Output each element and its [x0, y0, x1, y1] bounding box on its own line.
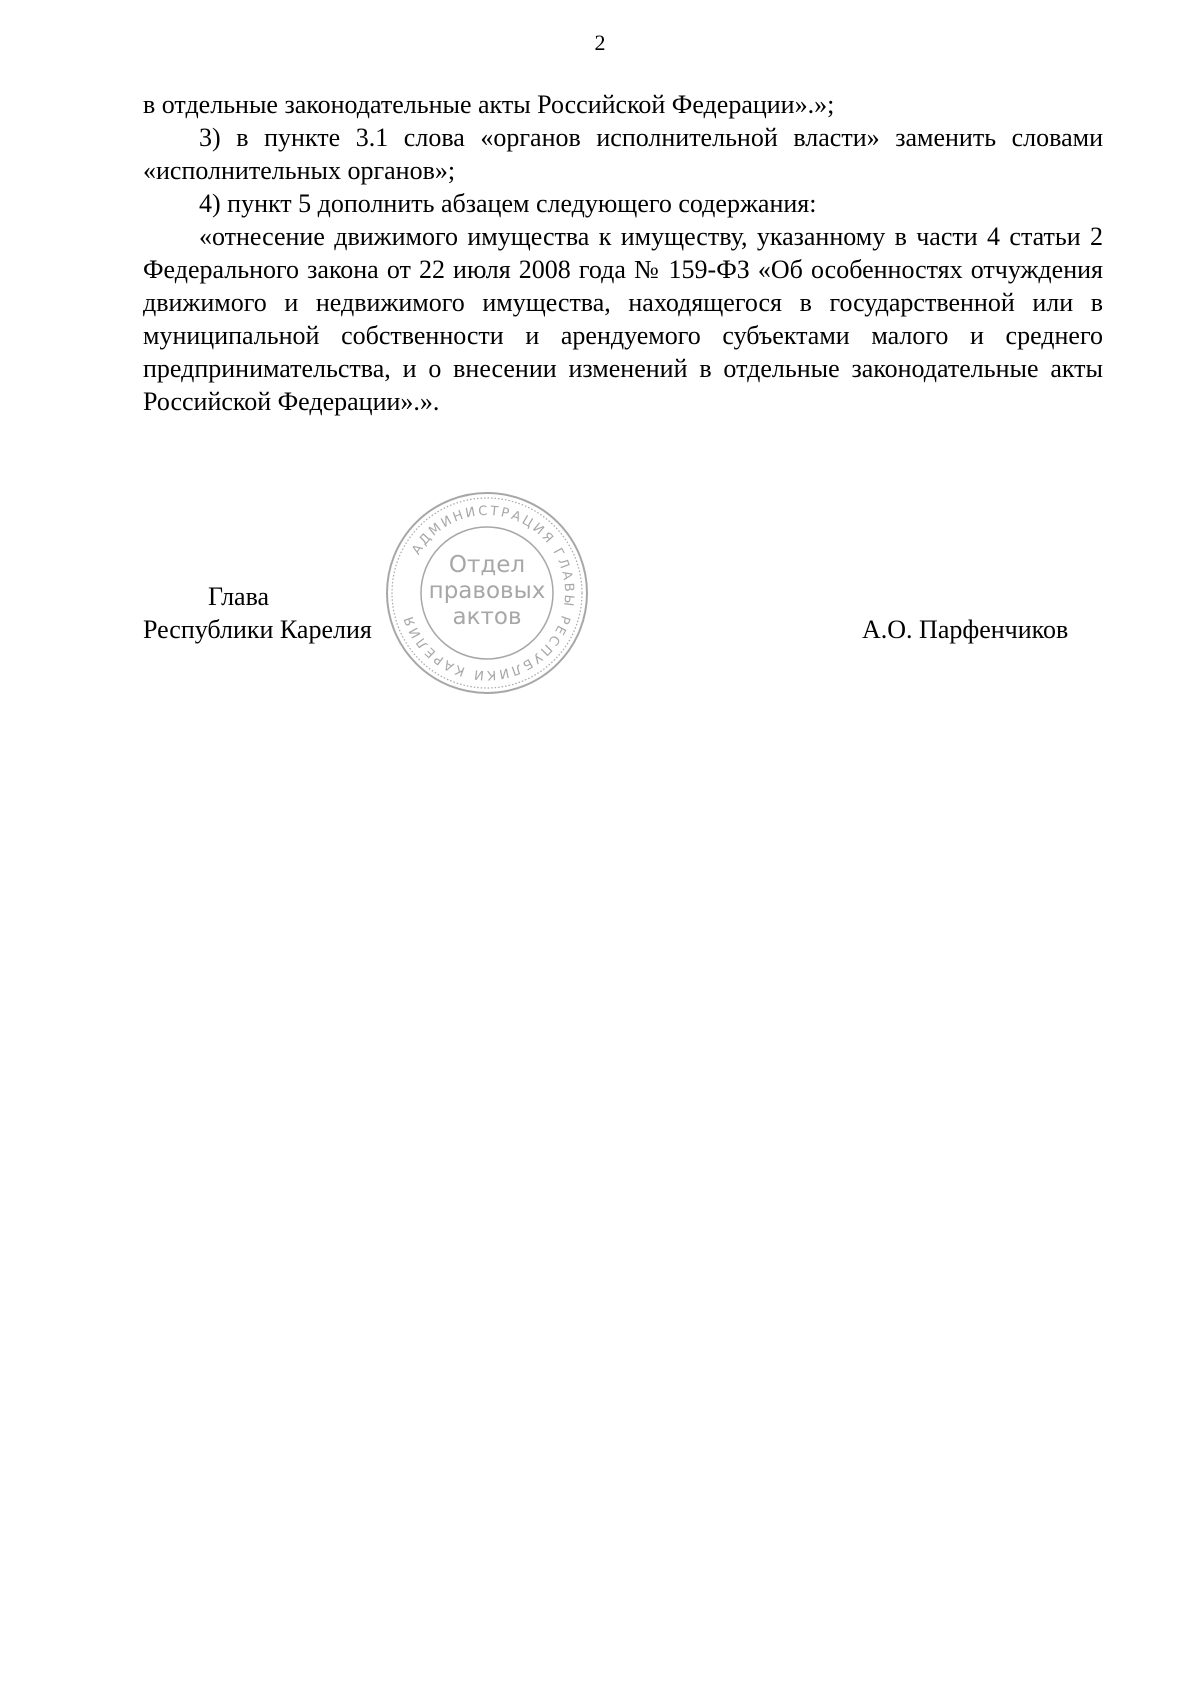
signature-name: А.О. Парфенчиков — [862, 615, 1069, 644]
page-number: 2 — [594, 30, 606, 55]
paragraph-quoted-text: «отнесение движимого имущества к имуществу, указанному в части 4 статьи 2 Федерального закона от 22 июля 2008 года № 159-ФЗ «Об особенностях отчуждения движимого и недвижимого имущества, находящегося в государственной или в муниципальной собственности и арендуемого субъектами малого и среднего предпринимательства, и о внесении изменений в отдельные законодательные акты Российской Федерации».». — [143, 222, 1103, 416]
paragraph-continuation: в отдельные законодательные акты Российской Федерации».»; — [143, 90, 835, 119]
stamp-center-line-2: правовых — [428, 578, 546, 604]
stamp-center-line-3: актов — [452, 604, 522, 630]
stamp-center-line-1: Отдел — [448, 552, 526, 578]
stamp-ring-text: АДМИНИСТРАЦИЯ ГЛАВЫ РЕСПУБЛИКИ КАРЕЛИЯ — [401, 503, 577, 683]
stamp-graphic — [384, 490, 590, 696]
paragraph-item-4: 4) пункт 5 дополнить абзацем следующего содержания: — [199, 189, 817, 218]
paragraph-item-3: 3) в пункте 3.1 слова «органов исполнительной власти» заменить словами «исполнительных органов»; — [143, 123, 1103, 185]
signature-title: Глава — [208, 582, 270, 611]
signature-organization: Республики Карелия — [143, 615, 372, 644]
document-body — [143, 88, 1103, 418]
official-stamp — [384, 490, 590, 696]
